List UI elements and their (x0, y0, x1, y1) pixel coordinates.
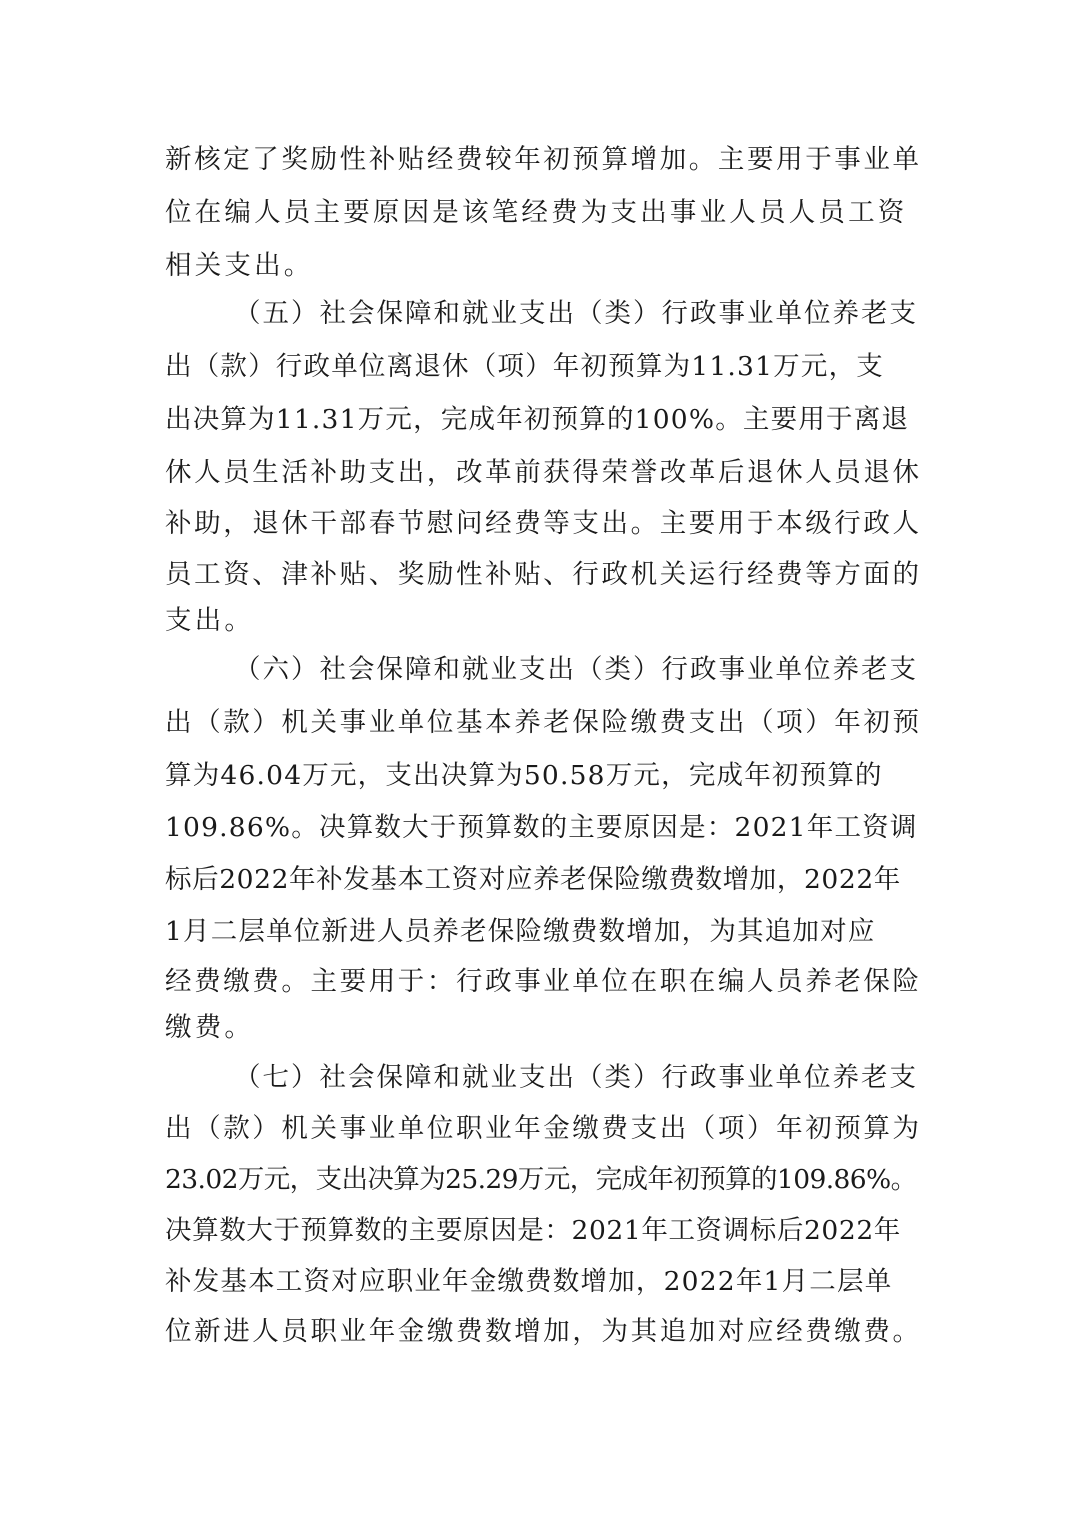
text-line: 新核定了奖励性补贴经费较年初预算增加。主要用于事业单 (165, 144, 922, 175)
text-line: 出（款）机关事业单位基本养老保险缴费支出（项）年初预 (165, 707, 922, 738)
text-line: 补发基本工资对应职业年金缴费数增加，2022年1月二层单 (165, 1266, 893, 1297)
section-heading-7: （七）社会保障和就业支出（类）行政事业单位养老支 (234, 1062, 918, 1093)
text-line: 缴费。 (165, 1012, 255, 1043)
text-line: 出（款）机关事业单位职业年金缴费支出（项）年初预算为 (165, 1113, 922, 1144)
text-line: 23.02万元，支出决算为25.29万元，完成年初预算的109.86%。 (165, 1164, 917, 1195)
text-line: 补助，退休干部春节慰问经费等支出。主要用于本级行政人 (165, 508, 922, 539)
text-line: 员工资、津补贴、奖励性补贴、行政机关运行经费等方面的 (165, 559, 922, 590)
section-heading-6: （六）社会保障和就业支出（类）行政事业单位养老支 (234, 654, 918, 685)
text-line: 出决算为11.31万元，完成年初预算的100%。主要用于离退 (165, 404, 910, 435)
text-line: 出（款）行政单位离退休（项）年初预算为11.31万元，支 (165, 351, 884, 382)
text-line: 休人员生活补助支出，改革前获得荣誉改革后退休人员退休 (165, 457, 922, 488)
text-line: 标后2022年补发基本工资对应养老保险缴费数增加，2022年 (165, 864, 901, 895)
text-line: 位在编人员主要原因是该笔经费为支出事业人员人员工资 (165, 197, 908, 228)
text-line: 相关支出。 (165, 250, 314, 281)
text-line: 109.86%。决算数大于预算数的主要原因是：2021年工资调 (165, 812, 918, 843)
text-line: 经费缴费。主要用于：行政事业单位在职在编人员养老保险 (165, 966, 922, 997)
text-line: 位新进人员职业年金缴费数增加，为其追加对应经费缴费。 (165, 1316, 922, 1347)
section-heading-5: （五）社会保障和就业支出（类）行政事业单位养老支 (234, 298, 918, 329)
text-line: 算为46.04万元，支出决算为50.58万元，完成年初预算的 (165, 760, 883, 791)
text-line: 支出。 (165, 605, 255, 636)
text-line: 决算数大于预算数的主要原因是：2021年工资调标后2022年 (165, 1215, 901, 1246)
text-line: 1月二层单位新进人员养老保险缴费数增加，为其追加对应 (165, 916, 876, 947)
